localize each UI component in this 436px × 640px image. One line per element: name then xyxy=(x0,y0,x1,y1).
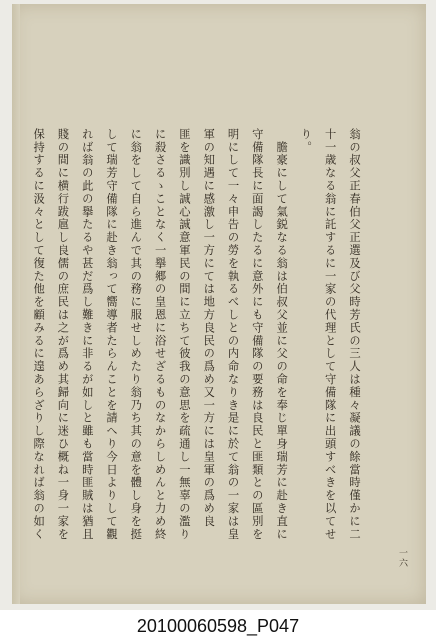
text-line: に翁をして自ら進んで其の務に服せしめたり翁乃ち其の意を體し身を挺 xyxy=(129,128,143,541)
text-line: 守備隊長に面謁したるに意外にも守備隊の要務は良民と匪類との區別を xyxy=(250,128,264,541)
text-line: して瑞芳守備隊に赴き翁って嚮導者たらんことを請へり今日よりして觀 xyxy=(105,128,119,541)
body-text xyxy=(32,128,366,552)
image-caption: 20100060598_P047 xyxy=(136,616,300,636)
page-edge-shadow xyxy=(12,4,20,604)
text-line: 十一歳なる翁に託するに一家の代理として守備隊に出頭すべきを以てせ xyxy=(323,128,337,541)
text-line: 匪を識別し誠心誠意軍民の間に立ちて彼我の意思を疏通し一無辜の濫り xyxy=(177,128,191,541)
page-number: 一六 xyxy=(397,548,407,568)
text-line: り。 xyxy=(299,128,313,154)
text-line: れば翁の此の擧たるや甚だ爲し難きに非るが如しと雖も當時匪賊は猶且 xyxy=(80,128,94,541)
text-line: に殺さるゝことなく一擧郷の皇恩に浴せざるものなからしめんと力め終 xyxy=(153,128,167,541)
text-line: 軍の知遇に感激し一方にては地方良民の爲め又一方には皇軍の爲め良 xyxy=(202,128,216,528)
text-line: 明にして一々申告の勞を執るべしとの内命なりき是に於て翁の一家は皇 xyxy=(226,128,240,541)
text-line: 保持するに汲々として復た他を顧みるに遑あらざりし際なれば翁の如く xyxy=(32,128,46,541)
text-line: 賤の間に横行跋扈し良儒の庶民は之が爲め其歸向に迷ひ概ね一身一家を xyxy=(56,128,70,541)
text-line: 膽豪にして氣鋭なる翁は伯叔父並に父の命を奉じ單身瑞芳に赴き直に xyxy=(275,128,289,541)
text-line: 翁の叔父正春伯父正選及び父時芳氏の三人は種々凝議の餘當時僅かに二 xyxy=(348,128,361,541)
book-page xyxy=(12,4,426,604)
